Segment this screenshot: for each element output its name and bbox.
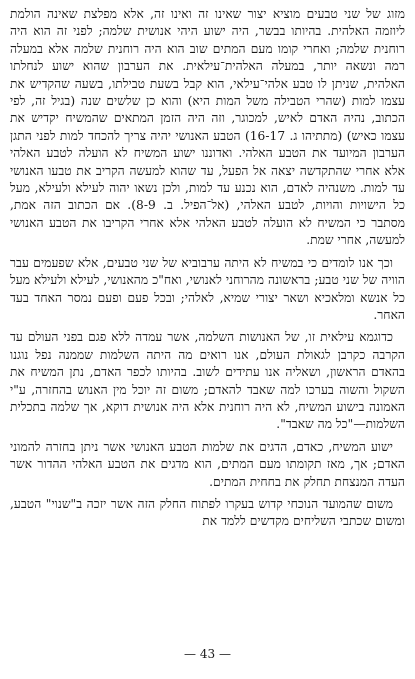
- paragraph-1: מזוג של שני טבעים מוציא יצור שאינו זה ואינו זה, אלא מפלצת שאינה הולמת ליוזמה האלהית. בהיותו בבשר, היה ישוע היהי אנושית שלמה; לפני זה הוא היה רוחנית שלמה; ואחרי קומו מעם המתים שוב הוא היה רוחנית שלמה אלא במעלה רמה ונשאה יותר, במעלה האלהית־עילאית. את הערבון שהוא ישוע לנחלתו האלהית, שניתן לו טבע אלהי־עילאי, הוא קבל בשעת טבילתו, בשעה שהקדיש את עצמו למות (שהרי הטבילה משל המות היא) והוא כן שלשים שנה (בגיל זה, לפי הכתוב, נהיה האדם לאיש, למכוגר, וזה היה הזמן המתאים שהמשיח יקדיש את עצמו כאיש) (מתתיהו ג. 16-17) הטבע האנושי יהיה צריך להכחד למות לפני התגן הערבון המיועד את הטבע האלהי. ואדוננו ישוע המשיח לא הועלה לטבע האלהי אלא אחרי שהתקדשה יצאה אל הפעל, עד שהוא למעשה הקריב את טבעו האנושי עד למות. משנהיה לאדם, הוא נכנע עד למות, ולכן נשאו יהוה לעילא ולעילא, מעל כל הישויות והויות, לטבע האלהי, (אל־הפיל. ב. 8-9). אם הכתוב הזה אמת, מסתבר כי המשיח לא הועלה לטבע האלהי אלא אחרי הקריבו את הטבע האנושי למעשה, אחרי שמת.: [10, 7, 405, 248]
- paragraph-3: כדוגמא עילאית זו, של האנושות השלמה, אשר עמדה ללא פגם בפני העולם עד הקרבה כקרבן לגאולת העולם, אנו רואים מה היתה השלמות שממנה נפל נוגנו בהאדם הראשון, ושאליה אנו עתידים לשוב. בהיותו לכפר האדם, נתן המשיח את השקול והשוה בערכו למה שאבד להאדם; משום זה יוכל מין האנוש בהחזרה, ע"י האמונה בישוע המשיח, לא היה רוחנית אלא היה אנושית דוקא, אך שלמה בתכלית השלמות—"כל מה שאבד".: [10, 330, 405, 432]
- paragraph-4: ישוע המשיח, כאדם, הדגים את שלמות הטבע האנושי אשר ניתן בחזרה להמוני האדם; אך, מאז תקומתו מעם המתים, הוא מדגים את הטבע האלהי ההדור אשר העדה המנצחת תחלק את בחחית המתים.: [10, 439, 405, 489]
- document-page: [10, 6, 405, 679]
- paragraph-2: וכך אנו לומדים כי במשיח לא היתה ערבוביא של שני טבעים, אלא שפעמים עבר הוויה של שני טבע; בראשונה מהרוחני לאנושי, ואח"כ מהאנושי, לעילא ולעילא מעל כל אנשא ומלאכיא ושאר יצורי שמיא, לאלהי; ובכל פעם ופעם נמסר האחד בעד האחר.: [10, 255, 405, 322]
- paragraph-5: משום שהמועד הנוכחי קדוש בעקרו לפתוח החלק הזה אשר יזכה ב"שנוי" הטבע, ומשום שכתבי השליחים מקדשים ללמד את: [10, 496, 405, 529]
- page-number: — 43 —: [184, 647, 231, 661]
